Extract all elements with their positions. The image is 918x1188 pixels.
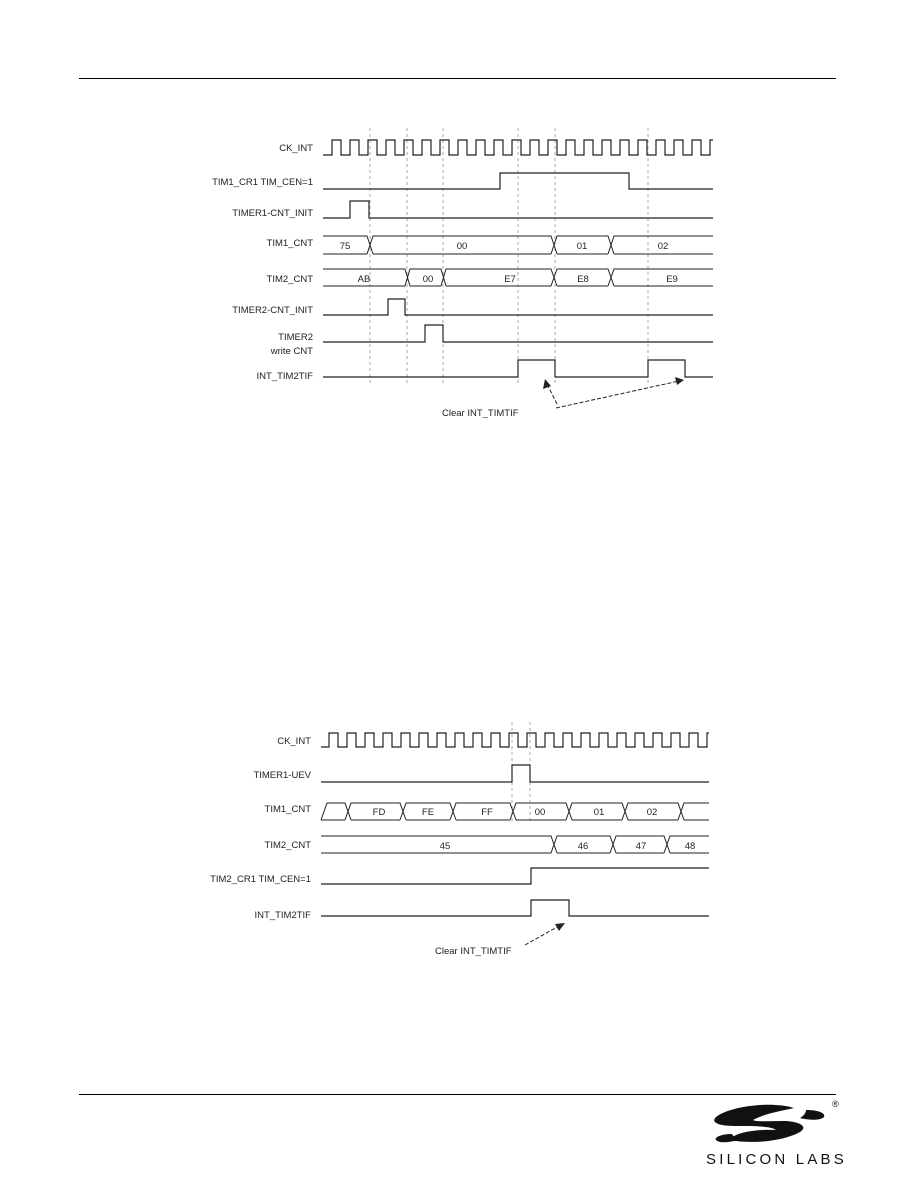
d2-tim1-cnt-value: FF (481, 807, 493, 818)
d2-tim2-cnt-label: TIM2_CNT (264, 840, 311, 851)
d2-tim1-cnt-value: 01 (593, 807, 605, 818)
d2-tim1-cnt-value: 02 (646, 807, 658, 818)
d1-tim1-cnt-value: 75 (339, 241, 351, 252)
d1-tim2-cnt-value: AB (357, 274, 371, 285)
d2-tim1-cnt-value: 00 (534, 807, 546, 818)
d2-clear-annotation: Clear INT_TIMTIF (435, 946, 512, 957)
d1-tim1-cnt-value: 00 (456, 241, 468, 252)
d2-int-tim2tif-label: INT_TIM2TIF (254, 910, 311, 921)
d1-timer1-cnt-init-label: TIMER1-CNT_INIT (232, 208, 313, 219)
timing-diagram-1 (0, 120, 918, 580)
d1-timer2-cnt-init-label: TIMER2-CNT_INIT (232, 305, 313, 316)
d1-arrows (547, 381, 679, 408)
d2-tim1-cnt-label: TIM1_CNT (264, 804, 311, 815)
d1-tim2-cnt-bus (323, 269, 713, 286)
d2-tim2-cnt-value: 46 (577, 841, 589, 852)
d1-tim1-cnt-label: TIM1_CNT (266, 238, 313, 249)
d2-ck-int-label: CK_INT (277, 736, 311, 747)
d1-ck-int-label: CK_INT (279, 143, 313, 154)
timing-diagram-2 (0, 720, 918, 980)
d2-tim2-cr1-wave (321, 868, 709, 884)
d1-int-tim2tif-wave (323, 360, 713, 377)
d1-tim1-cr1-wave (323, 173, 713, 189)
d1-timer2-write-label: TIMER2 (278, 332, 313, 343)
d2-tim2-cnt-value: 48 (684, 841, 696, 852)
d1-timer1-cnt-init-wave (323, 201, 713, 218)
registered-mark: ® (832, 1099, 839, 1109)
d2-timer1-uev-wave (321, 765, 709, 782)
d1-timer2-write-label: write CNT (270, 346, 313, 357)
d1-int-tim2tif-label: INT_TIM2TIF (256, 371, 313, 382)
d1-timer2-cnt-init-wave (323, 299, 713, 315)
d1-tim2-cnt-label: TIM2_CNT (266, 274, 313, 285)
d2-tim2-cnt-value: 45 (439, 841, 451, 852)
silicon-labs-wordmark: SILICON LABS (706, 1151, 847, 1168)
d1-tim1-cnt-value: 01 (576, 241, 588, 252)
d1-tim2-cnt-value: E9 (666, 274, 678, 285)
d2-tim1-cnt-value: FD (372, 807, 386, 818)
d1-tim2-cnt-value: 00 (422, 274, 434, 285)
d2-int-tim2tif-wave (321, 900, 709, 916)
footer-rule (79, 1094, 836, 1095)
d2-ck-int-wave (321, 733, 709, 747)
silicon-labs-logo-icon (708, 1102, 842, 1152)
d2-tim2-cr1-label: TIM2_CR1 TIM_CEN=1 (210, 874, 311, 885)
d1-tim2-cnt-value: E8 (577, 274, 589, 285)
d1-tim1-cnt-value: 02 (657, 241, 669, 252)
d1-tim2-cnt-value: E7 (504, 274, 516, 285)
d1-tim1-cr1-label: TIM1_CR1 TIM_CEN=1 (212, 177, 313, 188)
d2-arrow (525, 926, 559, 945)
header-rule (79, 78, 836, 79)
d2-timer1-uev-label: TIMER1-UEV (253, 770, 311, 781)
d2-tim2-cnt-bus (321, 836, 709, 853)
d2-tim1-cnt-value: FE (421, 807, 435, 818)
d2-tim2-cnt-value: 47 (635, 841, 647, 852)
guide-lines-1 (370, 128, 648, 385)
d1-arrowheads (543, 377, 684, 389)
d1-clear-annotation: Clear INT_TIMTIF (442, 408, 519, 419)
